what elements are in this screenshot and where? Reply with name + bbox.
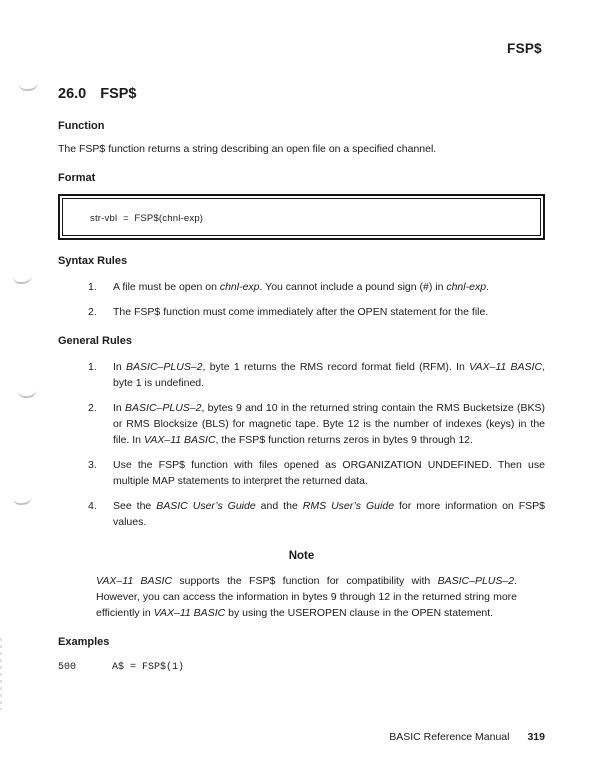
page-footer bbox=[389, 731, 545, 743]
example-code: 500 A$ = FSP$(1) bbox=[58, 662, 185, 673]
function-description: The FSP$ function returns a string describing an open file on a specified channel. bbox=[58, 143, 437, 155]
format-box bbox=[58, 194, 545, 240]
general-rules-list bbox=[58, 359, 545, 530]
scan-artifact-mark bbox=[18, 389, 38, 399]
syntax-rules-heading: Syntax Rules bbox=[58, 255, 128, 267]
general-rules-heading: General Rules bbox=[58, 335, 132, 347]
list-item-number: 2. bbox=[88, 306, 97, 318]
scan-artifact-mark bbox=[13, 275, 33, 285]
note-heading: Note bbox=[288, 550, 315, 562]
manual-title: BASIC Reference Manual bbox=[389, 731, 510, 743]
list-item-number: 1. bbox=[88, 281, 97, 293]
list-item-number: 3. bbox=[88, 459, 97, 471]
scan-edge-artifact bbox=[0, 638, 2, 710]
list-item bbox=[88, 279, 545, 295]
note-paragraph: VAX–11 BASIC supports the FSP$ function for compatibility with BASIC–PLUS–2. However, you can access the information in bytes 9 through 12 in the returned string more efficiently in VAX–11 BASIC by using the USEROPEN clause in the OPEN statement. bbox=[96, 575, 517, 619]
list-item bbox=[88, 498, 545, 530]
list-item-number: 1. bbox=[88, 361, 97, 373]
format-syntax: str-vbl = FSP$(chnl-exp) bbox=[90, 213, 204, 224]
list-item-text: In BASIC–PLUS–2, bytes 9 and 10 in the returned string contain the RMS Bucketsize (BKS) or RMS Blocksize (BLS) for magnetic tape. Byte 12 is the number of indexes (keys) in the file. In VAX–11 BASIC, the FSP$ function returns zeros in bytes 9 through 12. bbox=[113, 402, 545, 446]
list-item-text: In BASIC–PLUS–2, byte 1 returns the RMS record format field (RFM). In VAX–11 BASIC, byte 1 is undefined. bbox=[113, 361, 545, 389]
format-box-inner bbox=[62, 198, 541, 236]
running-head: FSP$ bbox=[507, 41, 542, 56]
list-item bbox=[88, 304, 545, 320]
list-item-number: 2. bbox=[88, 402, 97, 414]
syntax-rules-list bbox=[58, 279, 545, 320]
examples-heading: Examples bbox=[58, 636, 110, 648]
section-number: 26.0 bbox=[58, 86, 87, 102]
format-heading: Format bbox=[58, 172, 96, 184]
page-content bbox=[58, 86, 545, 673]
function-heading: Function bbox=[58, 120, 105, 132]
list-item-number: 4. bbox=[88, 500, 97, 512]
section-title: FSP$ bbox=[100, 86, 137, 102]
page-number: 319 bbox=[527, 731, 545, 743]
list-item bbox=[88, 400, 545, 448]
scan-artifact-mark bbox=[19, 82, 39, 92]
list-item bbox=[88, 457, 545, 489]
list-item-text: A file must be open on chnl-exp. You cannot include a pound sign (#) in chnl-exp. bbox=[113, 281, 489, 293]
list-item bbox=[88, 359, 545, 391]
scan-artifact-mark bbox=[13, 496, 33, 506]
list-item-text: See the BASIC User’s Guide and the RMS User’s Guide for more information on FSP$ values. bbox=[113, 500, 545, 528]
section-heading bbox=[58, 86, 545, 102]
list-item-text: Use the FSP$ function with files opened as ORGANIZATION UNDEFINED. Then use multiple MAP statements to interpret the returned data. bbox=[113, 459, 545, 487]
list-item-text: The FSP$ function must come immediately after the OPEN statement for the file. bbox=[113, 306, 489, 318]
